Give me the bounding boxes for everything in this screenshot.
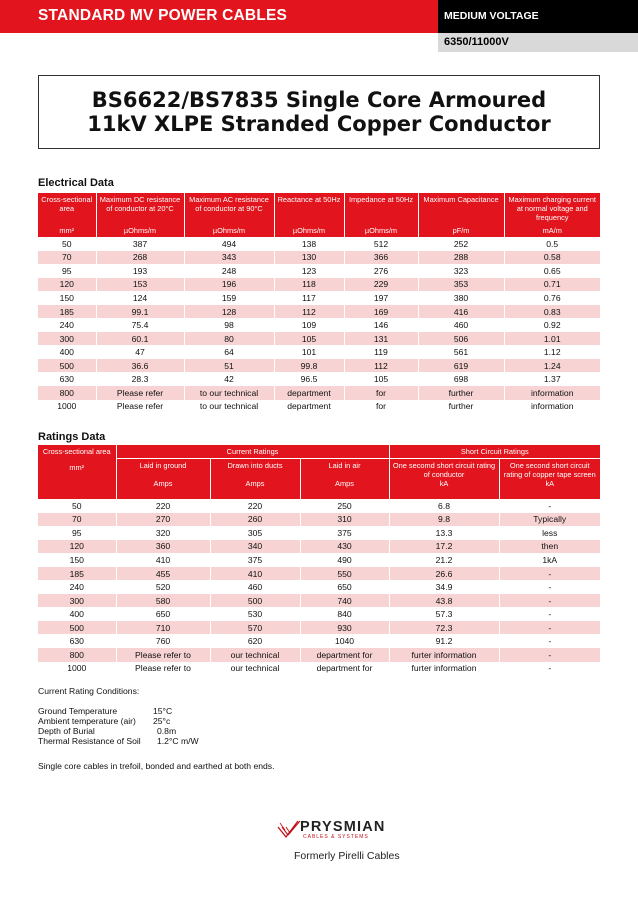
table-cell: 95 [38,264,96,278]
rating-conditions-heading: Current Rating Conditions: [38,686,140,696]
table-cell: 109 [274,318,344,332]
table-row [38,291,600,305]
table-cell: 1.37 [543,374,561,385]
electrical-data-heading: Electrical Data [38,177,114,189]
table-cell: 250 [300,499,389,513]
table-cell: 36.6 [96,359,184,373]
table-cell: 500 [210,594,300,608]
table-cell: - [499,594,600,608]
table-cell: our technical [210,648,300,662]
table-cell: 760 [116,634,210,648]
table-cell: 64 [184,345,274,359]
table-cell: 185 [38,567,116,581]
col-header-dc-resistance: Maximum DC resistance of conductor at 20°C µOhms/m [96,193,184,237]
table-cell: 17.2 [389,540,499,554]
table-cell: 520 [116,580,210,594]
table-cell: 288 [418,251,504,265]
table-cell: 270 [116,513,210,527]
table-cell: 400 [38,345,96,359]
table-cell: 800 [38,386,96,400]
table-cell: 95 [38,526,116,540]
table-cell: 0.71 [504,278,600,292]
voltage-class-label: MEDIUM VOLTAGE [444,10,539,22]
table-cell: 276 [344,264,418,278]
table-cell: then [499,540,600,554]
table-cell: 0.65 [543,265,561,276]
product-title-line2: 11kV XLPE Stranded Copper Conductor [87,112,551,136]
table-cell: 146 [344,318,418,332]
table-cell: 131 [344,332,418,346]
table-cell: 300 [38,594,116,608]
table-row [38,607,600,621]
table-cell: 26.6 [389,567,499,581]
table-cell: 323 [418,264,504,278]
table-cell: - [548,663,552,674]
table-cell: further [418,400,504,414]
table-cell: 75.4 [96,318,184,332]
table-cell: 70 [38,513,116,527]
table-row [38,386,600,400]
col-header-capacitance: Maximum Capacitance pF/m [418,193,504,237]
col-header-screen-short-circuit: One second short circuit rating of copper tape screen kA [499,459,600,500]
table-cell: 698 [418,372,504,386]
table-cell: 99.1 [96,305,184,319]
table-cell: 380 [418,291,504,305]
table-cell: Typically [499,513,600,527]
table-cell: 650 [116,607,210,621]
table-cell: 21.2 [389,553,499,567]
product-title-box [38,75,600,149]
table-cell: less [542,527,558,538]
table-cell: 500 [38,621,116,635]
table-cell: 248 [184,264,274,278]
table-cell: 6.8 [389,499,499,513]
table-cell: 1000 [38,400,96,414]
table-cell: 930 [300,621,389,635]
table-cell: 51 [184,359,274,373]
condition-label: Thermal Resistance of Soil [38,736,141,746]
table-row [38,332,600,346]
table-row [38,580,600,594]
table-cell: 340 [210,540,300,554]
table-cell: 1kA [542,554,558,565]
condition-item [38,706,275,716]
table-cell: 410 [210,567,300,581]
table-row [38,372,600,386]
table-cell: 305 [210,526,300,540]
condition-value: 15°C [153,706,173,716]
table-cell: 650 [300,580,389,594]
col-header-area: Cross-sectional area mm² [38,193,96,237]
table-cell: 196 [184,278,274,292]
table-row [38,305,600,319]
condition-item [38,726,275,736]
logo-wordmark: PRYSMIAN [300,819,386,835]
ratings-data-table [38,445,600,675]
table-cell: 150 [38,553,116,567]
table-cell: 98 [184,318,274,332]
table-cell: Please refer [96,386,184,400]
col-header-laid-in-ground: Laid in ground Amps [116,459,210,500]
table-cell: 1000 [38,662,116,676]
table-row [38,400,600,414]
table-row [38,540,600,554]
table-cell: 570 [210,621,300,635]
table-cell: Please refer to [116,648,210,662]
col-header-charging-current: Maximum charging current at normal voltage and frequency mA/m [504,193,600,237]
table-cell: 220 [116,499,210,513]
table-cell: 70 [38,251,96,265]
table-cell: 128 [184,305,274,319]
rating-conditions [38,686,275,771]
table-cell: Please refer [96,400,184,414]
table-row [38,634,600,648]
table-cell: 561 [418,345,504,359]
col-header-impedance: Impedance at 50Hz µOhms/m [344,193,418,237]
table-row [38,526,600,540]
condition-value: 0.8m [157,726,177,736]
table-row [38,318,600,332]
table-cell: information [504,386,600,400]
table-cell: 460 [418,318,504,332]
table-cell: information [530,401,574,412]
col-header-drawn-into-ducts: Drawn into ducts Amps [210,459,300,500]
table-cell: 343 [184,251,274,265]
product-title-line1: BS6622/BS7835 Single Core Armoured [91,88,547,112]
logo-tagline: CABLES & SYSTEMS [303,834,369,840]
col-header-laid-in-air: Laid in air Amps [300,459,389,500]
table-cell: 512 [344,237,418,251]
table-cell: 1.01 [504,332,600,346]
table-cell: 400 [38,607,116,621]
table-cell: department for [300,662,389,676]
table-cell: further [418,386,504,400]
table-cell: 1.12 [543,347,561,358]
table-cell: 240 [38,580,116,594]
table-row [38,567,600,581]
table-row [38,278,600,292]
table-cell: 124 [96,291,184,305]
table-cell: 150 [38,291,96,305]
table-cell: 9.8 [389,513,499,527]
table-cell: our technical [210,662,300,676]
table-cell: 1040 [300,634,389,648]
table-cell: 112 [274,305,344,319]
ratings-group-row [38,445,600,459]
table-cell: 117 [274,291,344,305]
table-cell: 840 [300,607,389,621]
table-cell: 57.3 [389,607,499,621]
table-cell: 120 [38,540,116,554]
installation-note: Single core cables in trefoil, bonded and earthed at both ends. [38,761,275,771]
table-cell: 119 [344,345,418,359]
table-cell: furter information [389,648,499,662]
table-cell: 268 [96,251,184,265]
table-cell: 0.83 [504,305,600,319]
table-cell: 494 [184,237,274,251]
table-cell: 159 [184,291,274,305]
table-cell: - [499,648,600,662]
table-row [38,499,600,513]
voltage-rating: 6350/11000V [444,36,509,48]
electrical-data-table [38,193,600,413]
condition-value: 1.2°C m/W [157,736,199,746]
table-cell: 710 [116,621,210,635]
table-cell: to our technical [184,386,274,400]
table-row [38,513,600,527]
group-header-short-circuit: Short Circuit Ratings [389,445,600,459]
col-header-reactance: Reactance at 50Hz µOhms/m [274,193,344,237]
table-cell: 50 [38,499,116,513]
voltage-rating-box [438,33,638,52]
table-cell: - [548,636,552,647]
table-row [38,553,600,567]
top-banner [0,0,638,33]
table-cell: 105 [274,332,344,346]
table-cell: 153 [96,278,184,292]
table-cell: 138 [274,237,344,251]
table-cell: 123 [274,264,344,278]
table-cell: Please refer to [116,662,210,676]
table-cell: 353 [418,278,504,292]
table-row [38,237,600,251]
table-cell: 0.92 [543,320,561,331]
table-cell: 0.58 [504,251,600,265]
condition-item [38,716,275,726]
table-cell: 99.8 [274,359,344,373]
condition-label: Ambient temperature (air) [38,716,136,726]
table-cell: 43.8 [389,594,499,608]
table-row [38,345,600,359]
table-cell: 120 [38,278,96,292]
table-cell: 620 [210,634,300,648]
table-row [38,648,600,662]
col-header-area: Cross-sectional area mm² [38,445,116,499]
table-row [38,621,600,635]
table-cell: 530 [210,607,300,621]
table-cell: 430 [300,540,389,554]
table-cell: 185 [38,305,96,319]
table-cell: 387 [96,237,184,251]
table-cell: department for [300,648,389,662]
table-cell: 580 [116,594,210,608]
formerly-note: Formerly Pirelli Cables [294,850,400,862]
table-cell: 220 [210,499,300,513]
table-cell: 416 [418,305,504,319]
table-cell: 310 [300,513,389,527]
table-cell: 229 [344,278,418,292]
table-cell: for [344,400,418,414]
table-cell: 197 [344,291,418,305]
table-cell: 193 [96,264,184,278]
table-cell: 47 [96,345,184,359]
table-cell: department [274,386,344,400]
ratings-header-row [38,459,600,500]
table-cell: 96.5 [274,372,344,386]
table-cell: to our technical [184,400,274,414]
group-header-current-ratings: Current Ratings [116,445,389,459]
table-cell: 740 [300,594,389,608]
category-title: STANDARD MV POWER CABLES [38,7,288,24]
table-cell: 506 [418,332,504,346]
table-cell: 34.9 [389,580,499,594]
table-cell: 50 [38,237,96,251]
table-cell: 260 [210,513,300,527]
table-cell: 455 [116,567,210,581]
table-cell: - [548,582,552,593]
table-cell: 300 [38,332,96,346]
table-cell: 101 [274,345,344,359]
table-cell: 630 [38,372,96,386]
table-cell: 0.76 [543,292,561,303]
table-cell: 169 [344,305,418,319]
ratings-data-heading: Ratings Data [38,431,106,443]
voltage-class-banner [438,0,638,33]
table-cell: 800 [38,648,116,662]
table-cell: 118 [274,278,344,292]
table-cell: 105 [344,372,418,386]
condition-label: Depth of Burial [38,726,95,736]
table-cell: 375 [300,526,389,540]
table-cell: 112 [344,359,418,373]
table-row [38,359,600,373]
table-row [38,594,600,608]
table-cell: 0.5 [546,238,559,249]
table-row [38,662,600,676]
table-cell: 240 [38,318,96,332]
table-row [38,264,600,278]
table-cell: furter information [389,662,499,676]
table-cell: 366 [344,251,418,265]
table-cell: 28.3 [96,372,184,386]
table-cell: 460 [210,580,300,594]
table-cell: 490 [300,553,389,567]
table-cell: 320 [116,526,210,540]
table-cell: - [548,500,552,511]
table-cell: 360 [116,540,210,554]
table-cell: 500 [38,359,96,373]
table-cell: - [499,621,600,635]
table-cell: 410 [116,553,210,567]
electrical-header-row [38,193,600,237]
table-cell: 550 [300,567,389,581]
col-header-ac-resistance: Maximum AC resistance of conductor at 90°C µOhms/m [184,193,274,237]
condition-item [38,736,275,746]
table-cell: 80 [184,332,274,346]
table-cell: 42 [184,372,274,386]
condition-value: 25°c [153,716,171,726]
table-cell: 619 [418,359,504,373]
table-cell: 375 [210,553,300,567]
table-cell: for [344,386,418,400]
table-cell: 13.3 [389,526,499,540]
table-cell: 252 [418,237,504,251]
col-header-conductor-short-circuit: One secomd short circuit rating of conductor kA [389,459,499,500]
table-cell: 60.1 [96,332,184,346]
table-cell: department [274,400,344,414]
table-cell: 91.2 [389,634,499,648]
table-cell: 72.3 [389,621,499,635]
table-cell: 1.24 [504,359,600,373]
condition-label: Ground Temperature [38,706,118,716]
table-row [38,251,600,265]
table-cell: 630 [38,634,116,648]
table-cell: - [548,609,552,620]
table-cell: - [499,567,600,581]
table-cell: 130 [274,251,344,265]
